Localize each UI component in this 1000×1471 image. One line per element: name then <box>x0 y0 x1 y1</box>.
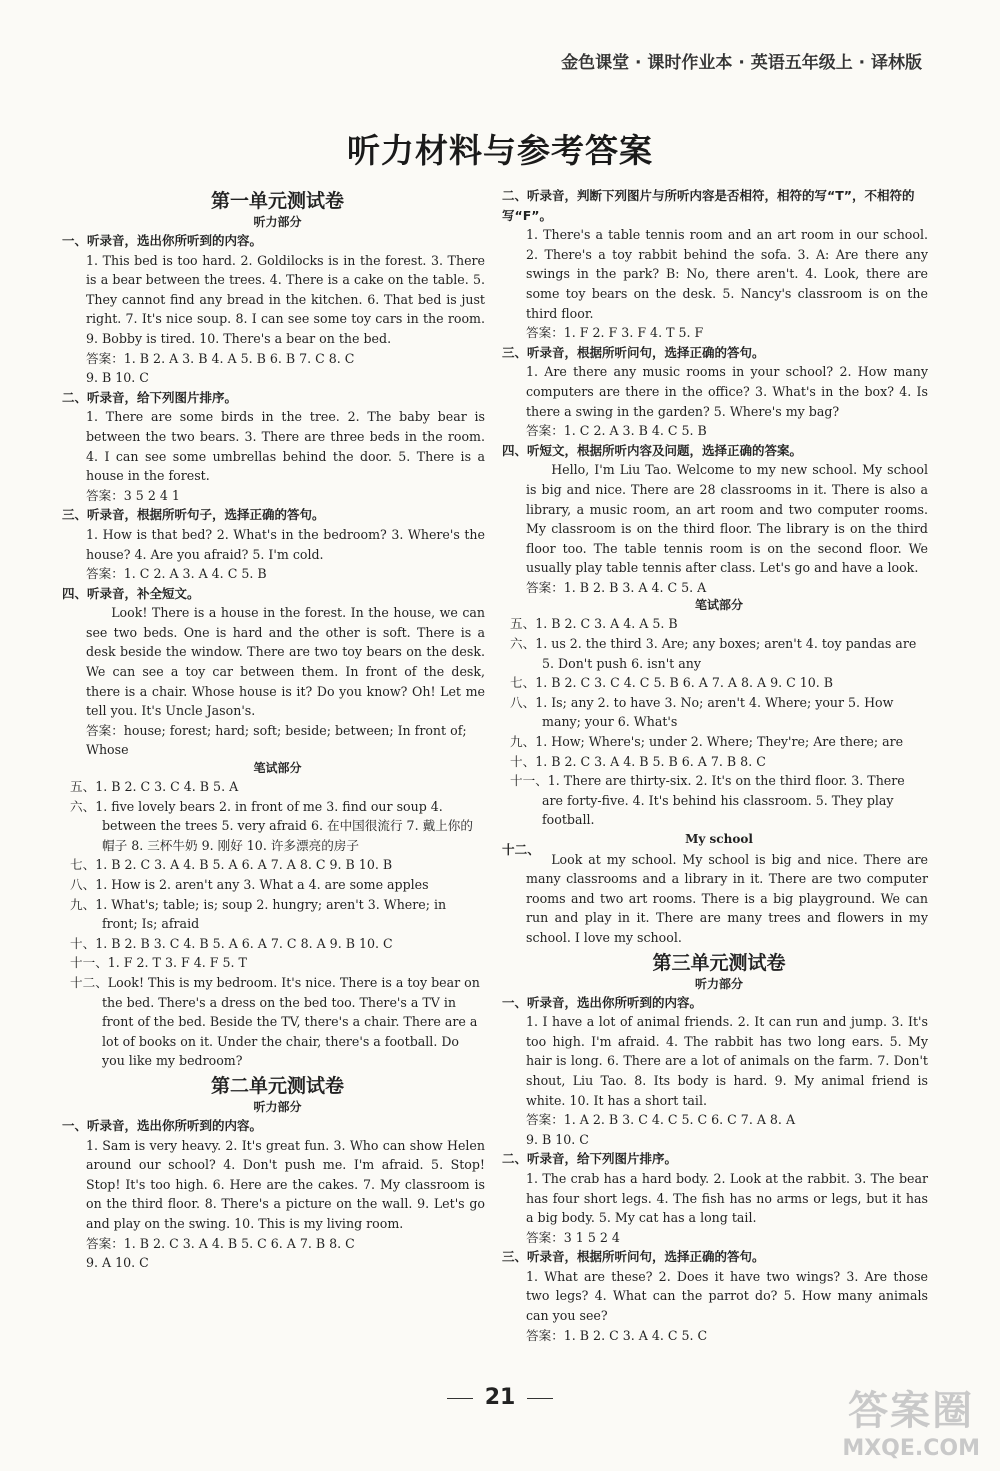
written-answer: 七、1. B 2. C 3. C 4. C 5. B 6. A 7. A 8. A 9. C 10. B <box>510 675 834 691</box>
unit-2-title: 第二单元测试卷 <box>210 1074 344 1097</box>
divider <box>527 1398 553 1399</box>
watermark-url: MXQE.COM <box>842 1436 980 1461</box>
written-answer: 五、1. B 2. C 3. C 4. B 5. A <box>70 779 239 795</box>
page-number-text: 21 <box>484 1385 516 1410</box>
unit-3-title: 第三单元测试卷 <box>652 951 786 974</box>
unit-1-title: 第一单元测试卷 <box>210 190 344 212</box>
writing-sample <box>70 973 485 1071</box>
section-heading: 二、听录音，判断下列图片与所听内容是否相符，相符的写“T”，不相符的写“F”。 <box>502 188 915 223</box>
writing-sample-text: Look at my school. My school is big and nice. There are many classrooms and a library in it. There are two computer rooms and two art rooms. There is a big playground. We can run and play in it. There are many trees and flowers in my school. I love my school. <box>526 851 928 945</box>
book-header: 金色课堂 · 课时作业本 · 英语五年级上 · 译林版 <box>561 53 922 73</box>
answer-key: 9. B 10. C <box>86 370 149 386</box>
left-column <box>62 186 485 1273</box>
divider <box>447 1398 473 1399</box>
answer-key: 9. A 10. C <box>86 1255 149 1271</box>
written-answer: 十、1. B 2. C 3. A 4. B 5. B 6. A 7. B 8. C <box>510 753 766 769</box>
written-answer: 六、1. five lovely bears 2. in front of me 3. find our soup 4. between the trees 5. very afraid 6. 在中国很流行 7. 戴上你的帽子 8. 三杯牛奶 9. 刚好 10. 许多漂亮的房子 <box>70 798 473 853</box>
answer-key: 答案：1. F 2. F 3. F 4. T 5. F <box>526 325 704 341</box>
watermark <box>842 1379 980 1461</box>
section-heading: 二、听录音，给下列图片排序。 <box>62 389 238 405</box>
writing-sample-title: My school <box>685 832 753 846</box>
section-heading: 一、听录音，选出你所听到的内容。 <box>62 233 263 248</box>
section-heading: 三、听录音，根据所听句子，选择正确的答句。 <box>62 507 325 523</box>
answer-key: 答案：1. B 2. B 3. A 4. C 5. A <box>526 579 707 595</box>
watermark-logo: 答案圈 <box>848 1388 975 1434</box>
written-answer: 八、1. Is; any 2. to have 3. No; aren't 4. Where; your 5. How many; your 6. What's <box>510 694 894 730</box>
section-heading: 二、听录音，给下列图片排序。 <box>502 1151 678 1167</box>
answer-key: 答案：house; forest; hard; soft; beside; between; In front of; Whose <box>86 722 467 758</box>
item-label: 十二、 <box>70 974 108 990</box>
right-column: 二、听录音，判断下列图片与所听内容是否相符，相符的写“T”，不相符的写“F”。 1. There's a table tennis room and an art room in our school. 2. There's a toy rabbit behind the sofa. 3. A: Are there any swings in the park? B: No, there aren't. 4. Look, there are some toy bears on the desk. 5. Nancy's classroom is on the third floor. 答案：1. F 2. F 3. F 4. T 5. F 三、听录音，根据所听问句，选择正确的答句。 1. Are there any music rooms in your school? 2. How many computers are there in the office? 3. What's in the box? 4. Is there a swing in the garden? 5. Where's my bag? 答案：1. C 2. A 3. B 4. C 5. B 四、听短文，根据所听内容及问题，选择正确的答案。 Hello, I'm Liu Tao. Welcome to my new school. My school is big and nice. There are 28 classrooms in it. There is also a library, a music room, an art room and two computer rooms. My classroom is on the third floor. The library is on the third floor too. The table tennis room is on the second floor. We usually play table tennis after class. Let's go and have a look. 答案：1. B 2. B 3. A 4. C 5. A 笔试部分 五、1. B 2. C 3. A 4. A 5. B 六、1. us 2. the third 3. Are; any boxes; aren't 4. toy pandas are 5. Don't push 6. isn't any 七、1. B 2. C 3. C 4. C 5. B 6. A 7. A 8. A 9. C 10. B 八、1. Is; any 2. to have 3. No; aren't 4. Where; your 5. How many; your 6. What's 九、1. How; Where's; under 2. Where; They're; Are there; are 十、1. B 2. C 3. A 4. B 5. B 6. A 7. B 8. C 十一、1. There are thirty-six. 2. It's on the third floor. 3. There are forty-five. 4. It's behind his classroom. 5. They play football. 十二、 My school Look at my school. My school is big and nice. There are many classrooms and a library in it. There are two computer rooms and two art rooms. There is a big playground. We can run and play in it. There are many trees and flowers in my school. I love my school. 第三单元测试卷 听力部分 一、听录音，选出你所听到的内容。 1. I have a lot of animal friends. 2. It can run and jump. 3. It's too high. I'm afraid. 4. The rabbit has two long ears. 5. My hair is long. 6. There are a lot of animals on the farm. 7. Don't shout, Liu Tao. 8. Its body is hard. 9. My animal friend is white. 10. It has a short tail. 答案：1. A 2. B 3. C 4. C 5. C 6. C 7. A 8. A 9. B 10. C 二、听录音，给下列图片排序。 1. The crab has a hard body. 2. Look at the rabbit. 3. The bear has four short legs. 4. The fish has no arms or legs, but it has a big body. 5. My cat has a long tail. 答案：3 1 5 2 4 三、听录音，根据所听问句，选择正确的答句。 1. What are these? 2. Does it have two wings? 3. Are those two legs? 4. What can the parrot do? 5. How many animals can you see? 答案：1. B 2. C 3. A 4. C 5. C <box>510 186 928 1345</box>
answer-key: 答案：1. C 2. A 3. A 4. C 5. B <box>86 566 267 582</box>
written-answer: 九、1. How; Where's; under 2. Where; They're; Are there; are <box>510 734 904 750</box>
listening-text: 1. I have a lot of animal friends. 2. It can run and jump. 3. It's too high. I'm afraid. 4. The rabbit has two long ears. 5. My hair is long. 6. There are a lot of animals on the farm. 7. Don't shout, Liu Tao. 8. Its body is hard. 9. My animal friend is white. 10. It has a short tail. <box>526 1014 928 1108</box>
written-answer: 十一、1. There are thirty-six. 2. It's on the third floor. 3. There are forty-five. 4. It's behind his classroom. 5. They play football. <box>510 773 905 828</box>
listening-text: 1. What are these? 2. Does it have two wings? 3. Are those two legs? 4. What can the parrot do? 5. How many animals can you see? <box>526 1268 928 1324</box>
written-section-title: 笔试部分 <box>694 598 743 613</box>
written-section-title: 笔试部分 <box>253 761 302 776</box>
section-heading: 一、听录音，选出你所听到的内容。 <box>502 994 703 1010</box>
listening-text: 1. How is that bed? 2. What's in the bedroom? 3. Where's the house? 4. Are you afraid? 5. I'm cold. <box>86 526 485 562</box>
written-answer: 六、1. us 2. the third 3. Are; any boxes; aren't 4. toy pandas are 5. Don't push 6. isn't any <box>510 636 917 671</box>
listening-passage: Hello, I'm Liu Tao. Welcome to my new school. My school is big and nice. There are 28 classrooms in it. There is also a library, a music room, an art room and two computer rooms. My classroom is on the third floor. The library is on the third floor too. The table tennis room is on the second floor. We usually play table tennis after class. Let's go and have a look. <box>526 462 928 576</box>
listening-text: 1. There are some birds in the tree. 2. The baby bear is between the two bears. 3. There are three beds in the room. 4. I can see some umbrellas behind the door. 5. There is a house in the forest. <box>86 409 485 484</box>
answer-key: 答案：3 1 5 2 4 <box>526 1229 620 1245</box>
written-answer: 八、1. How is 2. aren't any 3. What a 4. are some apples <box>70 877 429 892</box>
section-heading: 三、听录音，根据所听问句，选择正确的答句。 <box>502 344 765 360</box>
listening-passage: Look! There is a house in the forest. In the house, we can see two beds. One is hard and the other is soft. There is a desk beside the window. There are two toy bears on the desk. We can see a toy car between them. In front of the desk, there is a chair. Whose house is it? Do you know? Oh! Let me tell you. It's Uncle Jason's. <box>86 605 485 719</box>
listening-section-title: 听力部分 <box>253 215 302 229</box>
written-answer: 九、1. What's; table; is; soup 2. hungry; aren't 3. Where; in front; Is; afraid <box>70 896 447 932</box>
section-heading: 四、听录音，补全短文。 <box>62 585 200 601</box>
listening-text: 1. The crab has a hard body. 2. Look at the rabbit. 3. The bear has four short legs. 4. The fish has no arms or legs, but it has a big body. 5. My cat has a long tail. <box>526 1170 928 1226</box>
page-title: 听力材料与参考答案 <box>347 131 653 170</box>
written-answer: 五、1. B 2. C 3. A 4. A 5. B <box>510 616 678 632</box>
answer-key: 答案：1. B 2. C 3. A 4. C 5. C <box>526 1327 708 1343</box>
section-heading: 四、听短文，根据所听内容及问题，选择正确的答案。 <box>502 442 803 458</box>
listening-section-title: 听力部分 <box>253 1099 302 1114</box>
listening-text: 1. Sam is very heavy. 2. It's great fun. 3. Who can show Helen around our school? 4. Don't push me. I'm afraid. 5. Stop! Stop! It's too high. 6. Here are the cakes. 7. My classroom is on the third floor. 8. There's a picture on the wall. 9. Let's go and play on the swing. 10. This is my living room. <box>86 1137 485 1231</box>
listening-text: 1. There's a table tennis room and an art room in our school. 2. There's a toy rabbit behind the sofa. 3. A: Are there any swings in the park? B: No, there aren't. 4. Look, there are some toy bears on the desk. 5. Nancy's classroom is on the third floor. <box>526 227 928 321</box>
section-heading: 一、听录音，选出你所听到的内容。 <box>62 1117 263 1133</box>
answer-key: 9. B 10. C <box>526 1131 589 1147</box>
written-answer: 七、1. B 2. C 3. A 4. B 5. A 6. A 7. A 8. C 9. B 10. B <box>70 857 393 873</box>
answer-key: 答案：1. C 2. A 3. B 4. C 5. B <box>526 423 707 439</box>
listening-section-title: 听力部分 <box>694 976 743 991</box>
answer-key: 答案：1. A 2. B 3. C 4. C 5. C 6. C 7. A 8. A <box>526 1112 796 1128</box>
answer-key: 答案：1. B 2. C 3. A 4. B 5. C 6. A 7. B 8. C <box>86 1235 355 1251</box>
written-answer: 十一、1. F 2. T 3. F 4. F 5. T <box>70 955 247 971</box>
listening-text: 1. Are there any music rooms in your school? 2. How many computers are there in the office? 3. What's in the box? 4. Is there a swing in the garden? 5. Where's my bag? <box>526 364 928 419</box>
answer-key: 答案：1. B 2. A 3. B 4. A 5. B 6. B 7. C 8. C <box>86 350 355 366</box>
written-answer: 十、1. B 2. B 3. C 4. B 5. A 6. A 7. C 8. A 9. B 10. C <box>70 935 393 951</box>
section-heading: 三、听录音，根据所听问句，选择正确的答句。 <box>502 1249 765 1265</box>
listening-text: 1. This bed is too hard. 2. Goldilocks is in the forest. 3. There is a bear between the trees. 4. There is a cake on the table. 5. They cannot find any bread in the kitchen. 6. That bed is just right. 7. It's nice soup. 8. I can see some toy cars in the room. 9. Bobby is tired. 10. There's a bear on the bed. <box>86 252 485 346</box>
writing-sample-text: Look! This is my bedroom. It's nice. There is a toy bear on the bed. There's a dress on the bed too. There's a TV in front of the bed. Beside the TV, there's a chair. There are a lot of books on it. Under the chair, there's a football. Do you like my bedroom? <box>102 974 480 1069</box>
answer-key: 答案：3 5 2 4 1 <box>86 487 180 503</box>
